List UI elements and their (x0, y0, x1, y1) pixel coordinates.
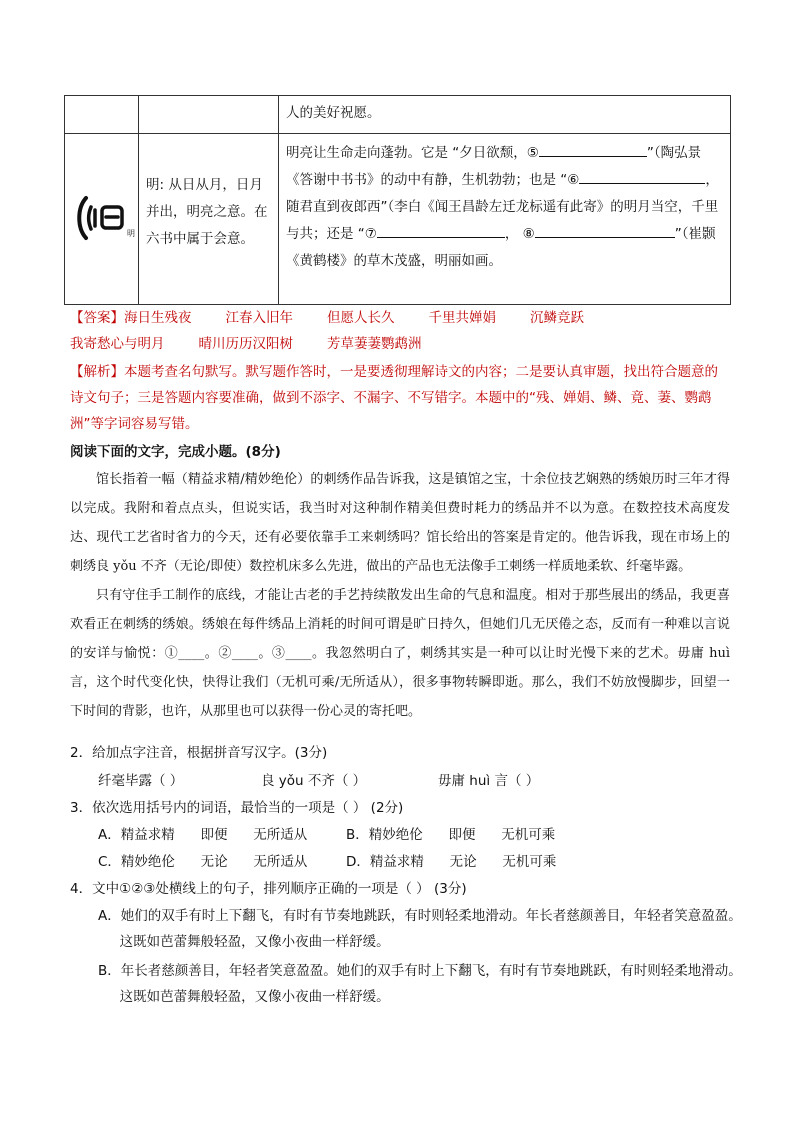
blank-5[interactable] (539, 142, 647, 157)
table-cell (65, 96, 139, 134)
option-b[interactable]: B．年长者慈颜善目，年轻者笑意盈盈。她们的双手有时上下翻飞，有时有节奏地跳跃，有时则轻柔地滑动。这既如芭蕾舞般轻盈，又像小夜曲一样舒缓。 (98, 963, 742, 1005)
analysis-text: 本题考查名句默写。默写题作答时，一是要透彻理解诗文的内容；二是要认真审题，找出符合题意的诗文句子；三是答题内容要准确，做到不添字、不漏字、不写错字。本题中的“残、婵娟、鳞、竟、萋、鹦鹉洲”等字词容易写错。 (70, 364, 718, 432)
reading-passage (70, 465, 730, 726)
reading-title: 阅读下面的文字，完成小题。(8分) (70, 444, 281, 460)
question-3-row-2 (98, 849, 728, 875)
dictation-text (279, 134, 730, 281)
table-cell (139, 134, 279, 305)
answer-item: 海日生残夜 (124, 310, 192, 326)
answer-item: 但愿人长久 (327, 310, 395, 326)
question-2-items (98, 768, 728, 794)
glyph-caption: 明 (127, 229, 135, 238)
glyph-description: 明: 从日从月，日月并出，明亮之意。在六书中属于会意。 (146, 177, 268, 247)
glyph-cell (65, 134, 139, 305)
option-d[interactable]: D．精益求精 无论 无机可乘 (346, 854, 557, 870)
option-c[interactable]: C．精妙绝伦 无论 无所适从 (98, 854, 308, 870)
q2-item[interactable]: 纤毫毕露（ ） (98, 773, 184, 789)
table-cell (279, 134, 731, 305)
q2-item[interactable]: 毋庸 huì 言（ ） (438, 773, 540, 789)
blank-8[interactable] (535, 223, 675, 238)
analysis-block (70, 359, 730, 437)
answer-item: 江春入旧年 (225, 310, 293, 326)
option-b[interactable]: B．精妙绝伦 即便 无机可乘 (346, 827, 556, 843)
answer-label: 【答案】 (70, 310, 124, 326)
dictation-segment: ”（陶弘景《答谢中书书》的动中有静，生机勃勃；也是 “⑥ (286, 145, 702, 188)
row1-text: 人的美好祝愿。 (286, 105, 381, 121)
dictation-segment: ”（崔颢《黄鹤楼》的草木茂盛，明丽如画。 (286, 226, 716, 269)
dictation-segment: ，随君直到夜郎西”（李白《闻王昌龄左迁龙标遥有此寄》的明月当空，千里与共；还是 “⑦ (286, 172, 719, 242)
table-cell (279, 96, 731, 134)
answer-item: 千里共婵娟 (428, 310, 496, 326)
answer-item: 晴川历历汉阳树 (198, 336, 293, 352)
dictation-segment: ， ⑧ (504, 226, 535, 242)
question-3-stem: 3．依次选用括号内的词语，最恰当的一项是（ ） (2分) (70, 800, 404, 816)
answer-item: 芳草萋萋鹦鹉洲 (327, 336, 422, 352)
dictation-table (64, 95, 731, 305)
blank-6[interactable] (579, 169, 705, 184)
q2-item[interactable]: 良 yǒu 不齐（ ） (261, 773, 367, 789)
passage-paragraph: 只有守住手工制作的底线，才能让古老的手艺持续散发出生命的气息和温度。相对于那些展出的绣品，我更喜欢看正在刺绣的绣娘。绣娘在每件绣品上消耗的时间可谓是旷日持久，但她们几无厌倦之态，反而有一种难以言说的安详与愉悦：①____。②____。③____。我忽然明白了，刺绣其实是一种可以让时光慢下来的艺术。毋庸 huì 言，这个时代变化快，快得让我们（无机可乘/无所适从），很多事物转瞬即逝。那么，我们不妨放慢脚步，回望一下时间的背影，也许，从那里也可以获得一份心灵的寄托吧。 (70, 588, 730, 719)
question-4-stem: 4．文中①②③处横线上的句子，排列顺序正确的一项是（ ） (3分) (70, 881, 467, 897)
table-cell (139, 96, 279, 134)
question-2-stem: 2．给加点字注音，根据拼音写汉字。(3分) (70, 745, 328, 761)
option-a[interactable]: A．她们的双手有时上下翻飞，有时有节奏地跳跃，有时则轻柔地滑动。年长者慈颜善目，年轻者笑意盈盈。这既如芭蕾舞般轻盈，又像小夜曲一样舒缓。 (98, 908, 742, 950)
blank-7[interactable] (377, 223, 505, 238)
passage-paragraph: 馆长指着一幅（精益求精/精妙绝伦）的刺绣作品告诉我，这是镇馆之宝，十余位技艺娴熟的绣娘历时三年才得以完成。我附和着点点头，但说实话，我当时对这种制作精美但费时耗力的绣品并不以为意。在数控技术高度发达、现代工艺省时省力的今天，还有必要依靠手工来刺绣吗？馆长给出的答案是肯定的。他告诉我，现在市场上的刺绣良 yǒu 不齐（无论/即使）数控机床多么先进，做出的产品也无法像手工刺绣一样质地柔软、纤毫毕露。 (70, 472, 730, 574)
answer-item: 我寄愁心与明月 (70, 336, 165, 352)
analysis-label: 【解析】 (70, 364, 124, 380)
ancient-ming-glyph-icon (75, 192, 127, 244)
question-3-row-1 (98, 822, 728, 848)
option-a[interactable]: A．精益求精 即便 无所适从 (98, 827, 308, 843)
answer-item: 沉鳞竞跃 (530, 310, 584, 326)
dictation-segment: 明亮让生命走向蓬勃。它是 “夕日欲颓，⑤ (286, 145, 539, 161)
answer-block (70, 305, 730, 357)
